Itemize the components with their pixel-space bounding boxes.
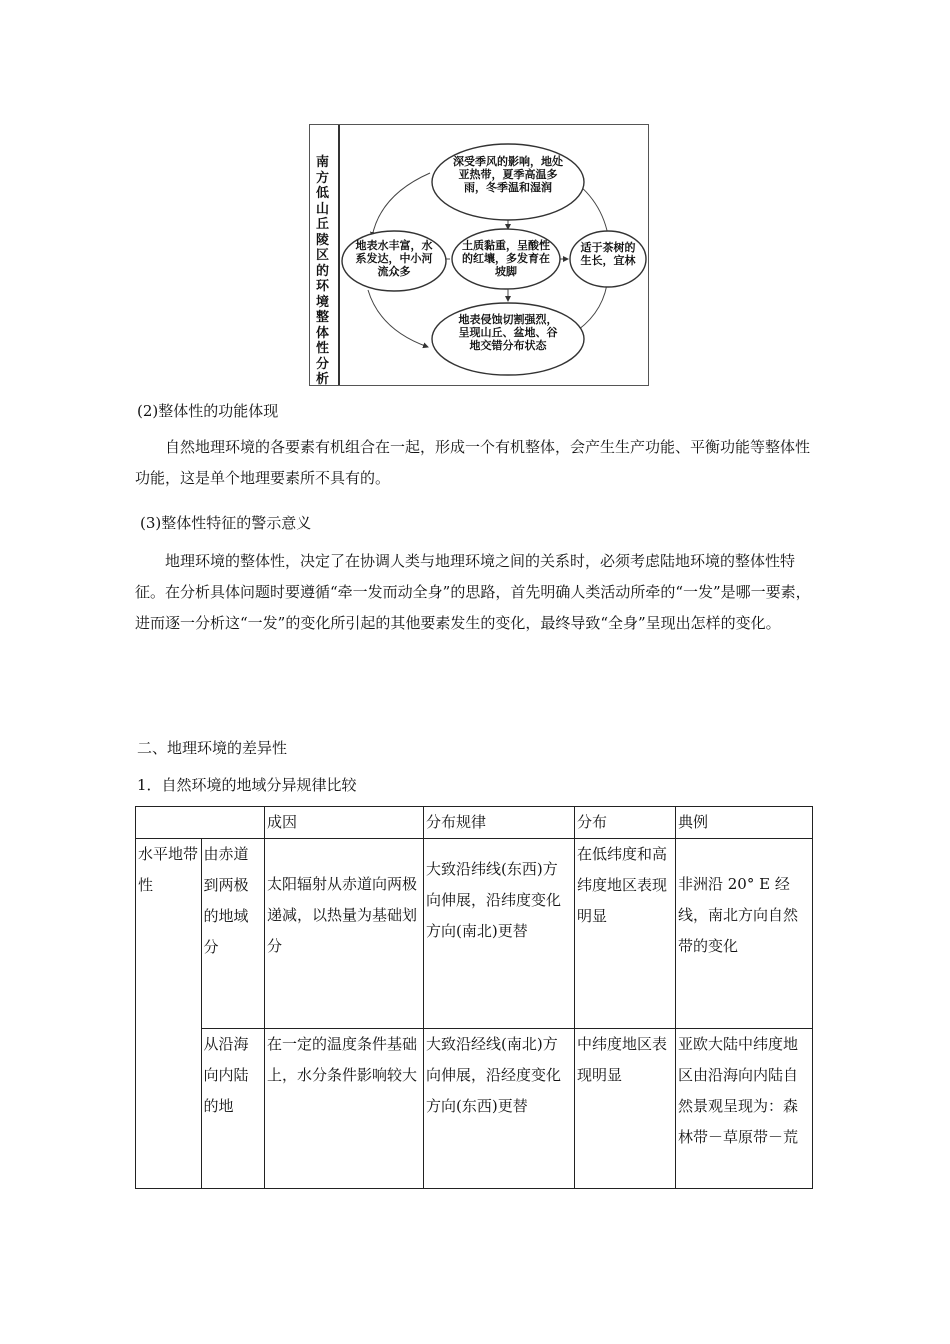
table-header-cell: 典例 [676, 807, 813, 839]
section-heading-function: (2)整体性的功能体现 [137, 402, 279, 420]
table-header-cell: 成因 [265, 807, 424, 839]
node-hydrology: 地表水丰富，水系发达，中小河流众多 [355, 239, 433, 278]
node-soil: 土质黏重，呈酸性的红壤，多发育在坡脚 [462, 239, 550, 278]
table-header-cell [136, 807, 265, 839]
diagram-side-title: 南方低山丘陵区的环境整体性分析 [316, 155, 330, 387]
paragraph-function: 自然地理环境的各要素有机组合在一起，形成一个有机整体，会产生生产功能、平衡功能等整体性功能，这是单个地理要素所不具有的。 [135, 438, 811, 487]
environment-diagram [309, 124, 649, 386]
node-vegetation: 适于茶树的生长，宜林 [580, 241, 636, 267]
zonation-table [135, 806, 813, 1189]
part-heading-difference: 二、地理环境的差异性 [137, 739, 288, 757]
table-row [136, 1029, 813, 1189]
table-cell-rule: 大致沿经线(南北)方向伸展，沿经度变化方向(东西)更替 [424, 1029, 575, 1189]
node-landform: 地表侵蚀切割强烈，呈现山丘、盆地、谷地交错分布状态 [458, 313, 558, 352]
subsection-heading-comparison: 1．自然环境的地域分异规律比较 [137, 776, 357, 794]
table-header-cell: 分布 [575, 807, 676, 839]
table-cell-cause: 在一定的温度条件基础上，水分条件影响较大 [265, 1029, 424, 1189]
table-cell-distribution: 中纬度地区表现明显 [575, 1029, 676, 1189]
table-cell-type: 从沿海向内陆的地 [201, 1029, 265, 1189]
arrow-top-left [372, 173, 430, 237]
table-cell-rule: 大致沿纬线(东西)方向伸展，沿纬度变化方向(南北)更替 [424, 839, 575, 1029]
node-climate: 深受季风的影响，地处亚热带，夏季高温多雨，冬季温和湿润 [453, 155, 563, 194]
section-heading-warning: (3)整体性特征的警示意义 [140, 514, 312, 532]
table-cell-cause: 太阳辐射从赤道向两极递减，以热量为基础划分 [265, 839, 424, 1029]
table-header-row [136, 807, 813, 839]
table-cell-distribution: 在低纬度和高纬度地区表现明显 [575, 839, 676, 1029]
table-cell-example: 亚欧大陆中纬度地区由沿海向内陆自然景观呈现为：森林带－草原带－荒 [676, 1029, 813, 1189]
table-cell-example: 非洲沿 20° E 经线，南北方向自然带的变化 [676, 839, 813, 1029]
paragraph-warning: 地理环境的整体性，决定了在协调人类与地理环境之间的关系时，必须考虑陆地环境的整体性特征。在分析具体问题时要遵循“牵一发而动全身”的思路，首先明确人类活动所牵的“一发”是哪一要素，进而逐一分析这“一发”的变化所引起的其他要素发生的变化，最终导致“全身”呈现出怎样的变化。 [135, 552, 811, 632]
table-group-label: 水平地带性 [136, 839, 202, 1189]
arrow-left-bottom [368, 290, 428, 347]
table-cell-type: 由赤道到两极的地域分 [201, 839, 265, 1029]
table-row [136, 839, 813, 1029]
table-header-cell: 分布规律 [424, 807, 575, 839]
